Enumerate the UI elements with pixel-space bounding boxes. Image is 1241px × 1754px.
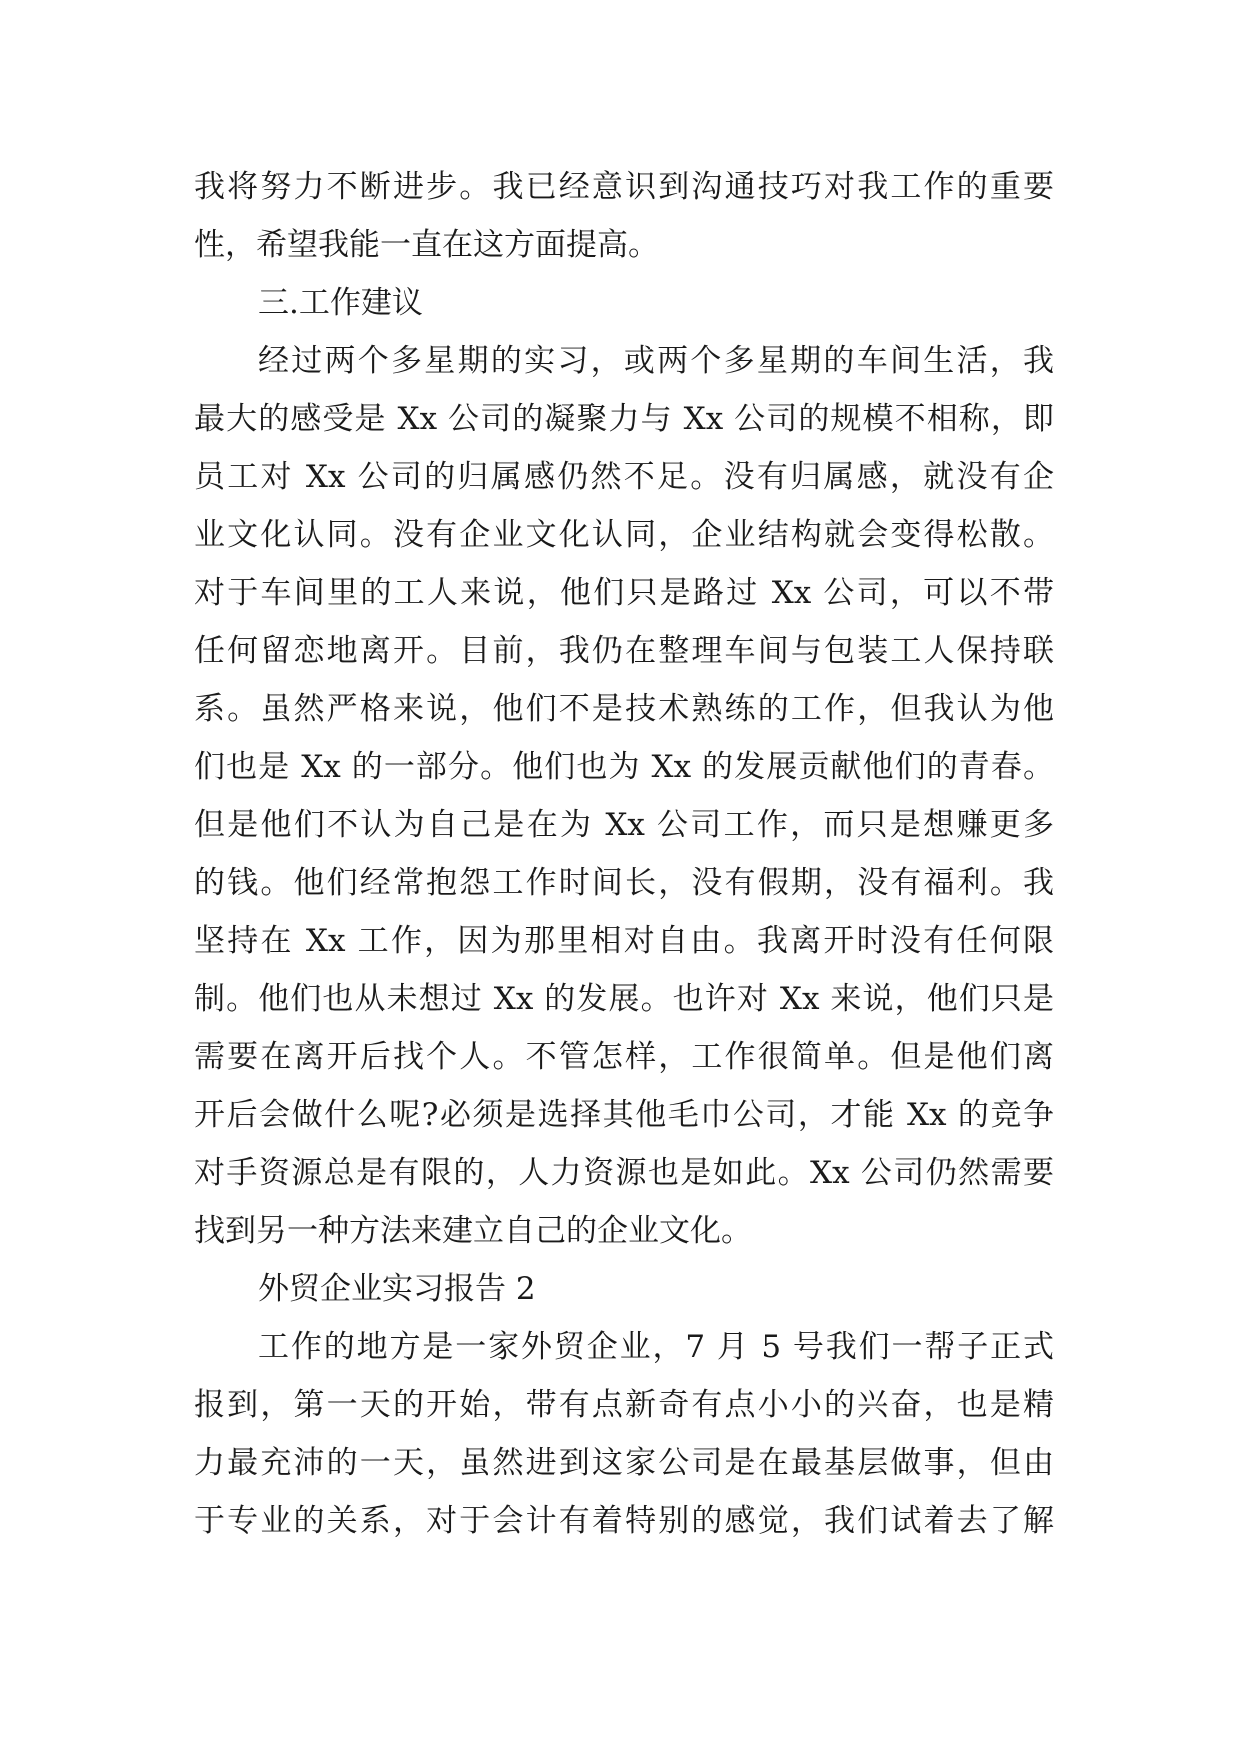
text-line: 制。他们也从未想过 Xx 的发展。也许对 Xx 来说，他们只是 xyxy=(194,981,1054,1017)
text-line: 的钱。他们经常抱怨工作时间长，没有假期，没有福利。我 xyxy=(194,865,1054,901)
text-line: 员工对 Xx 公司的归属感仍然不足。没有归属感，就没有企 xyxy=(194,459,1054,495)
text-line: 最大的感受是 Xx 公司的凝聚力与 Xx 公司的规模不相称，即 xyxy=(194,401,1054,437)
text-line: 但是他们不认为自己是在为 Xx 公司工作，而只是想赚更多 xyxy=(194,807,1054,843)
text-line: 报到，第一天的开始，带有点新奇有点小小的兴奋，也是精 xyxy=(194,1387,1054,1423)
text-line: 业文化认同。没有企业文化认同，企业结构就会变得松散。 xyxy=(194,517,1054,553)
text-line: 工作的地方是一家外贸企业，7 月 5 号我们一帮子正式 xyxy=(258,1329,1054,1365)
text-line: 需要在离开后找个人。不管怎样，工作很简单。但是他们离 xyxy=(194,1039,1054,1075)
text-line: 开后会做什么呢?必须是选择其他毛巾公司，才能 Xx 的竞争 xyxy=(194,1097,1054,1133)
text-line: 于专业的关系，对于会计有着特别的感觉，我们试着去了解 xyxy=(194,1503,1054,1539)
text-line: 力最充沛的一天，虽然进到这家公司是在最基层做事，但由 xyxy=(194,1445,1054,1481)
text-line: 对于车间里的工人来说，他们只是路过 Xx 公司，可以不带 xyxy=(194,575,1054,611)
body-text xyxy=(194,158,1054,1550)
text-line: 找到另一种方法来建立自己的企业文化。 xyxy=(194,1213,752,1249)
text-line: 对手资源总是有限的，人力资源也是如此。Xx 公司仍然需要 xyxy=(194,1155,1054,1191)
text-line: 经过两个多星期的实习，或两个多星期的车间生活，我 xyxy=(258,343,1054,379)
text-line: 们也是 Xx 的一部分。他们也为 Xx 的发展贡献他们的青春。 xyxy=(194,749,1054,785)
text-line: 性，希望我能一直在这方面提高。 xyxy=(194,227,659,263)
text-line: 三.工作建议 xyxy=(258,285,423,321)
text-line: 外贸企业实习报告 2 xyxy=(258,1271,536,1307)
text-line: 任何留恋地离开。目前，我仍在整理车间与包装工人保持联 xyxy=(194,633,1054,669)
text-line: 坚持在 Xx 工作，因为那里相对自由。我离开时没有任何限 xyxy=(194,923,1054,959)
text-line: 我将努力不断进步。我已经意识到沟通技巧对我工作的重要 xyxy=(194,169,1054,205)
text-line: 系。虽然严格来说，他们不是技术熟练的工作，但我认为他 xyxy=(194,691,1054,727)
